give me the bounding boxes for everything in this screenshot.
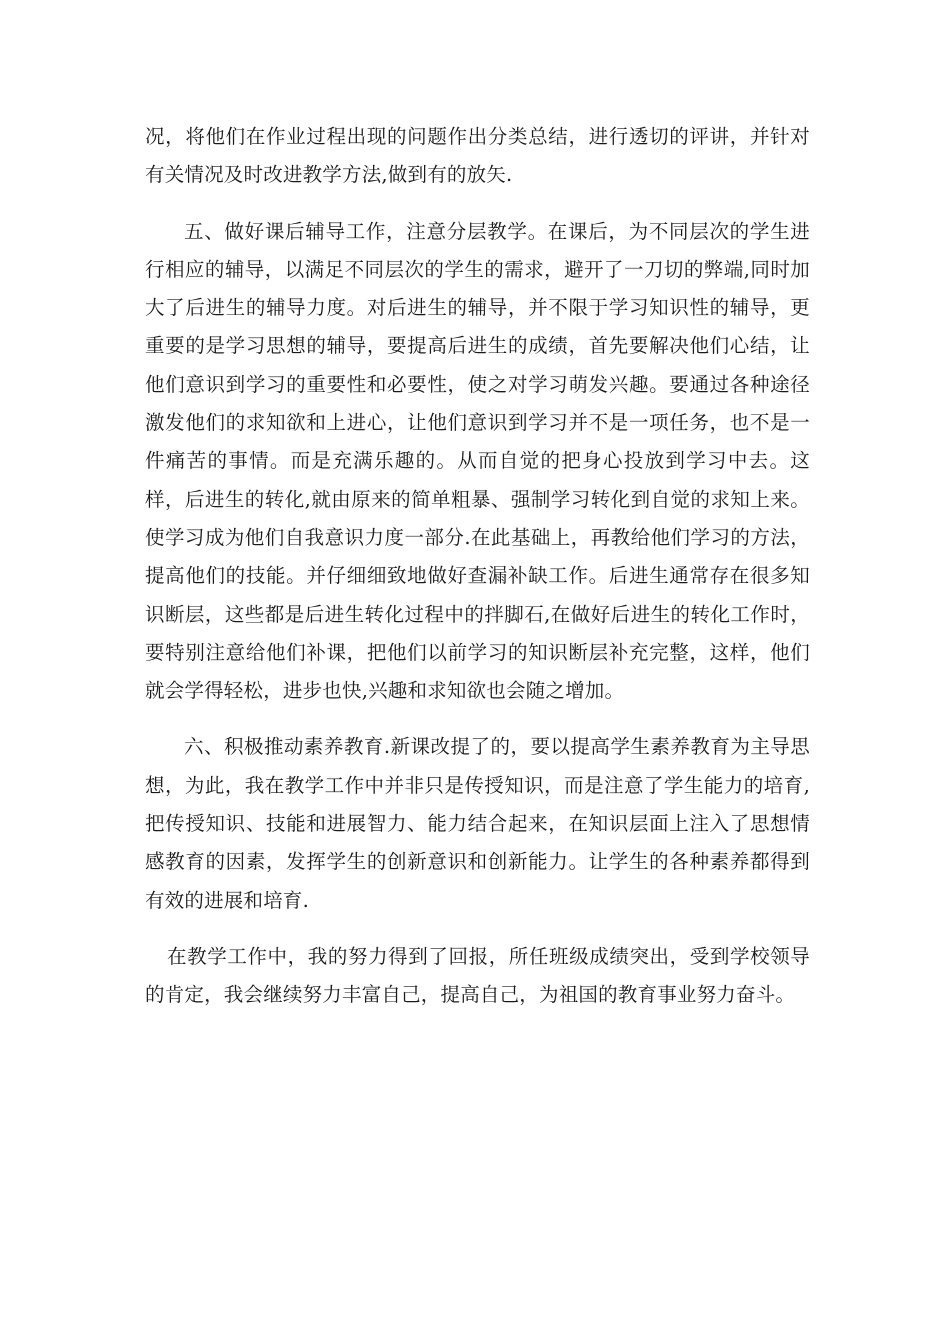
paragraph-section-five: 五、做好课后辅导工作，注意分层教学。在课后，为不同层次的学生进行相应的辅导，以满足不同层次的学生的需求，避开了一刀切的弊端,同时加大了后进生的辅导力度。对后进生的辅导，并不限于学习知识性的辅导，更重要的是学习思想的辅导，要提高后进生的成绩，首先要解决他们心结，让他们意识到学习的重要性和必要性，使之对学习萌发兴趣。要通过各种途径激发他们的求知欲和上进心，让他们意识到学习并不是一项任务，也不是一件痛苦的事情。而是充满乐趣的。从而自觉的把身心投放到学习中去。这样，后进生的转化,就由原来的简单粗暴、强制学习转化到自觉的求知上来。使学习成为他们自我意识力度一部分.在此基础上，再教给他们学习的方法，提高他们的技能。并仔细细致地做好查漏补缺工作。后进生通常存在很多知识断层，这些都是后进生转化过程中的拌脚石,在做好后进生的转化工作时，要特别注意给他们补课，把他们以前学习的知识断层补充完整，这样，他们就会学得轻松，进步也快,兴趣和求知欲也会随之增加。	[145, 219, 810, 703]
document-body	[145, 118, 810, 1015]
paragraph-gap	[145, 920, 810, 938]
paragraph-gap	[145, 710, 810, 728]
paragraph-section-six: 六、积极推动素养教育.新课改提了的，要以提高学生素养教育为主导思想，为此，我在教学工作中并非只是传授知识，而是注意了学生能力的培育,把传授知识、技能和进展智力、能力结合起来，在知识层面上注入了思想情感教育的因素，发挥学生的创新意识和创新能力。让学生的各种素养都得到有效的进展和培育.	[145, 735, 810, 912]
paragraph-continuation: 况，将他们在作业过程出现的问题作出分类总结，进行透切的评讲，并针对有关情况及时改进教学方法,做到有的放矢.	[145, 125, 810, 187]
paragraph-gap	[145, 195, 810, 213]
paragraph-conclusion: 在教学工作中，我的努力得到了回报，所任班级成绩突出，受到学校领导的肯定，我会继续努力丰富自己，提高自己，为祖国的教育事业努力奋斗。	[145, 944, 810, 1007]
